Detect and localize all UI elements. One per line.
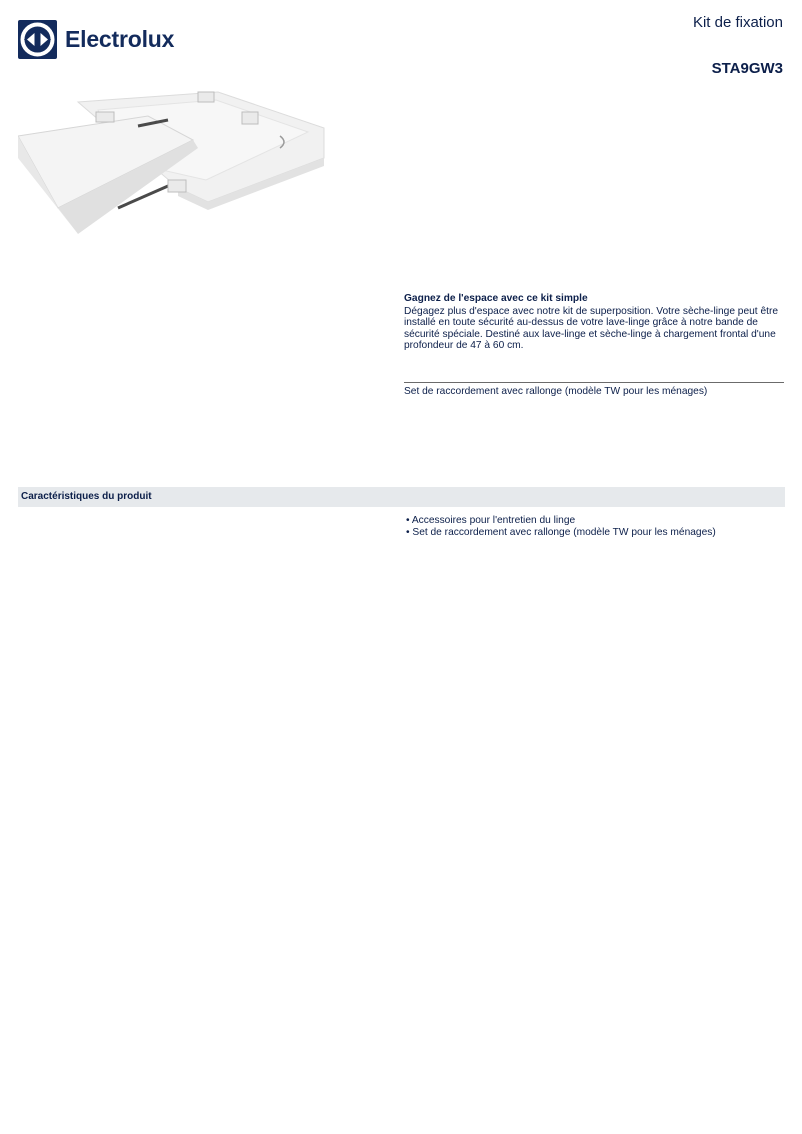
list-item: • Set de raccordement avec rallonge (modèle TW pour les ménages) — [406, 527, 716, 539]
features-list — [406, 515, 716, 539]
document-type: Kit de fixation — [692, 14, 783, 31]
features-section-header — [18, 487, 785, 507]
brand-logo — [18, 20, 174, 59]
included-item: Set de raccordement avec rallonge (modèle TW pour les ménages) — [404, 386, 708, 397]
list-item: • Accessoires pour l'entretien du linge — [406, 515, 576, 526]
brand-name: Electrolux — [65, 26, 175, 52]
stacking-kit-image — [18, 88, 326, 238]
product-image — [18, 88, 326, 243]
product-description — [404, 293, 784, 352]
section-title: Caractéristiques du produit — [21, 491, 152, 502]
electrolux-logo-icon — [18, 20, 57, 59]
divider — [404, 382, 784, 383]
description-text: Dégagez plus d'espace avec notre kit de superposition. Votre sèche-linge peut être installé en toute sécurité au-dessus de votre lave-linge grâce à notre bande de sécurité spéciale. Destiné aux lave-linge et sèche-linge à chargement frontal d'une profondeur de 47 à 60 cm. — [404, 305, 779, 352]
model-number: STA9GW3 — [711, 60, 783, 77]
description-title: Gagnez de l'espace avec ce kit simple — [404, 293, 588, 304]
